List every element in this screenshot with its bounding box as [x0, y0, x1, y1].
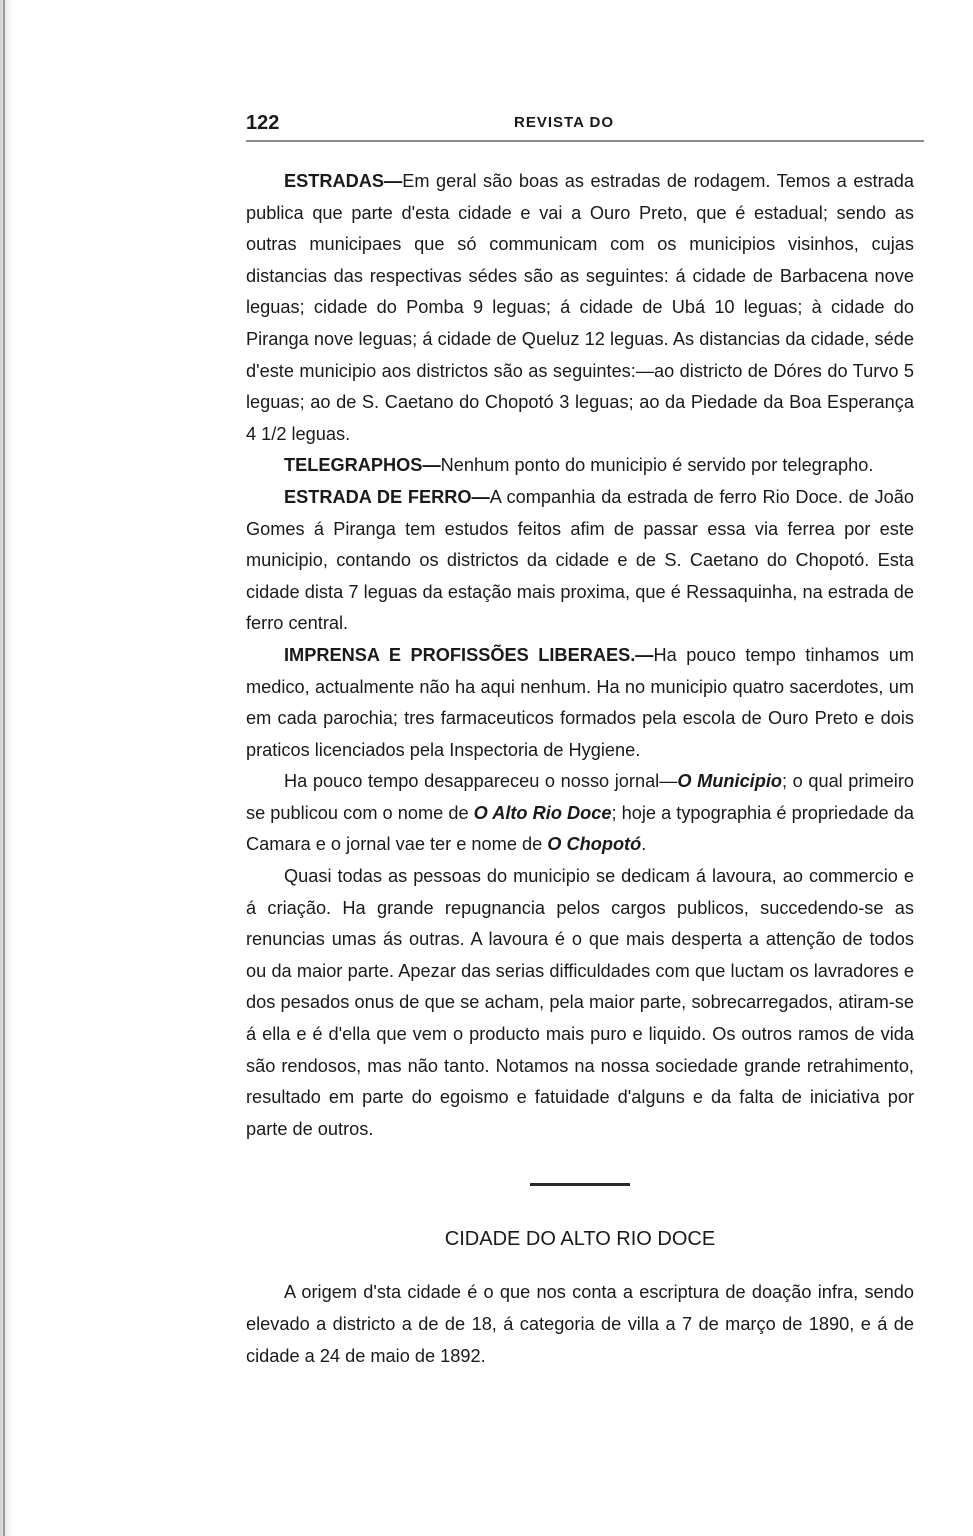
paragraph-lead: TELEGRAPHOS— — [284, 455, 441, 476]
paragraph-lavoura — [246, 861, 914, 1145]
paragraph-text: Em geral são boas as estradas de rodagem. Temos a estrada publica que parte d'esta cidade e vai a Ouro Preto, que é estadual; sendo as outras municipaes que só communicam com os municipios visinhos, cujas distancias das respectivas sédes são as seguintes: á cidade de Barbacena nove leguas; cidade do Pomba 9 leguas; á cidade de Ubá 10 leguas; à cidade do Piranga nove leguas; á cidade de Queluz 12 leguas. As distancias da cidade, séde d'este municipio aos districtos são as seguintes:—ao districto de Dóres do Turvo 5 leguas; ao de S. Caetano do Chopotó 3 leguas; ao da Piedade da Boa Esperança 4 1/2 leguas. — [246, 171, 914, 444]
paragraph-lead: ESTRADAS— — [284, 171, 403, 191]
paragraph-text: Nenhum ponto do municipio é servido por telegrapho. — [440, 455, 874, 476]
paragraph-imprensa — [246, 640, 914, 766]
section-divider — [530, 1183, 630, 1186]
section-intro-paragraph — [246, 1277, 914, 1372]
paragraph-text: A companhia da estrada de ferro Rio Doce. de João Gomes á Piranga tem estudos feitos afim de passar essa via ferrea por este municipio, contando os districtos da cidade e de S. Caetano do Chopotó. Esta cidade dista 7 leguas da estação mais proxima, que é Ressaquinha, na estrada de ferro central. — [246, 486, 914, 634]
newspaper-title: O Alto Rio Doce — [473, 802, 612, 823]
paragraph-estrada-de-ferro — [246, 482, 914, 640]
scan-binding-line — [3, 0, 5, 1536]
paragraph-text: Ha pouco tempo desappareceu o nosso jornal— — [284, 771, 678, 792]
running-header — [246, 100, 924, 142]
document-page — [246, 100, 914, 1372]
newspaper-title: O Chopotó — [547, 834, 642, 855]
paragraph-telegraphos — [246, 450, 914, 482]
paragraph-lead: ESTRADA DE FERRO— — [284, 486, 490, 507]
paragraph-text: ; o qual primeiro se publicou com o nome de — [246, 771, 914, 823]
paragraph-jornal — [246, 766, 914, 861]
paragraph-estradas — [246, 166, 914, 450]
newspaper-title: O Municipio — [677, 771, 783, 792]
paragraph-text: A origem d'sta cidade é o que nos conta a escriptura de doação infra, sendo elevado a districto a de de 18, á categoria de villa a 7 de março de 1890, e á de cidade a 24 de maio de 1892. — [246, 1282, 914, 1366]
journal-title: REVISTA DO — [514, 114, 615, 131]
paragraph-text: Ha pouco tempo tinhamos um medico, actualmente não ha aqui nenhum. Ha no municipio quatro sacerdotes, um em cada parochia; tres farmaceuticos formados pela escola de Ouro Preto e dois praticos licenciados pela Inspectoria de Hygiene. — [246, 644, 914, 760]
paragraph-text: . — [641, 834, 647, 855]
paragraph-text: Quasi todas as pessoas do municipio se dedicam á lavoura, ao commercio e á criação. Ha grande repugnancia pelos cargos publicos, succedendo-se as renuncias umas ás outras. A lavoura é o que mais desperta a attenção de todos ou da maior parte. Apezar das serias difficuldades com que luctam os lavradores e dos pesados onus de que se acham, pela maior parte, sobrecarregados, atiram-se á ella e é d'ella que vem o producto mais puro e liquido. Os outros ramos de vida são rendosos, mas não tanto. Notamos na nossa sociedade grande retrahimento, resultado em parte do egoismo e fatuidade d'alguns e da falta de iniciativa por parte de outros. — [246, 866, 914, 1139]
section-title: CIDADE DO ALTO RIO DOCE — [444, 1228, 716, 1251]
page-number: 122 — [246, 112, 280, 134]
body-text — [246, 166, 914, 1145]
paragraph-text: ; hoje a typographia é propriedade da Camara e o jornal vae ter e nome de — [246, 802, 914, 855]
paragraph-lead: IMPRENSA E PROFISSÕES LIBERAES.— — [284, 644, 654, 665]
